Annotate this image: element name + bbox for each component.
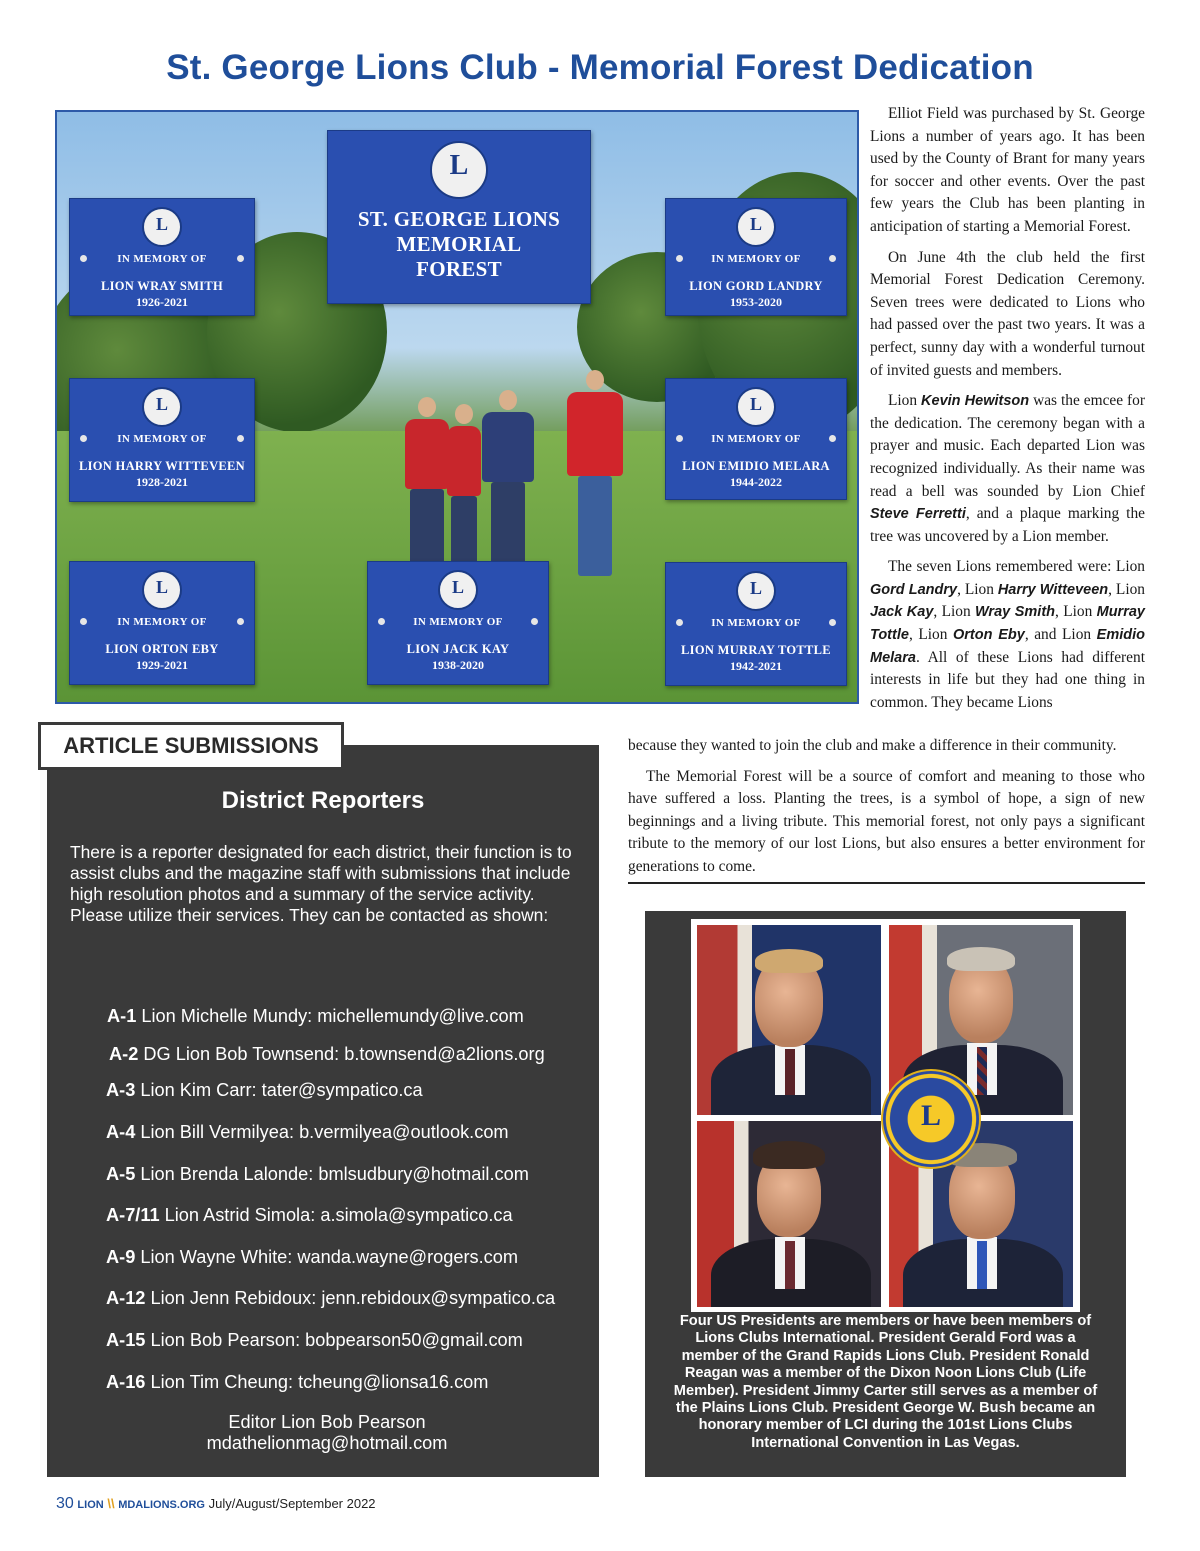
lions-logo-icon	[142, 387, 182, 427]
lions-logo-icon	[736, 207, 776, 247]
memorial-forest-photo	[55, 110, 859, 704]
reporter-entry: A-1 Lion Michelle Mundy: michellemundy@live.com	[107, 1006, 524, 1026]
website: MDALIONS.ORG	[118, 1499, 205, 1511]
reporter-entry: A-12 Lion Jenn Rebidoux: jenn.rebidoux@sympatico.ca	[106, 1288, 556, 1308]
article-body	[870, 103, 1145, 714]
lions-logo-icon	[736, 387, 776, 427]
plaque-murray-tottle: L IN MEMORY OF LION MURRAY TOTTLE 1942-2021	[665, 562, 847, 686]
portrait-gerald-ford	[697, 925, 881, 1115]
lions-logo-icon	[142, 570, 182, 610]
plaque-jack-kay: L IN MEMORY OF LION JACK KAY 1938-2020	[367, 561, 549, 685]
lions-international-emblem-icon: L	[881, 1069, 981, 1169]
reporter-entry: A-15 Lion Bob Pearson: bobpearson50@gmail.com	[106, 1330, 523, 1350]
article-submissions-tab: ARTICLE SUBMISSIONS	[38, 722, 344, 770]
emphasized-name: Harry Witteveen	[997, 581, 1109, 598]
presidents-photo-collage	[691, 919, 1080, 1312]
plaque-emidio-melara: L IN MEMORY OF LION EMIDIO MELARA 1944-2022	[665, 378, 847, 500]
reporter-entry: A-5 Lion Brenda Lalonde: bmlsudbury@hotmail.com	[106, 1164, 529, 1184]
emphasized-name: Gord Landry	[870, 581, 958, 598]
page-footer	[56, 1495, 376, 1513]
page-title: St. George Lions Club - Memorial Forest Dedication	[166, 48, 1034, 87]
reporter-entry: A-3 Lion Kim Carr: tater@sympatico.ca	[106, 1080, 423, 1100]
reporter-entry: A-4 Lion Bill Vermilyea: b.vermilyea@outlook.com	[106, 1122, 509, 1142]
emphasized-name: Orton Eby	[953, 627, 1025, 644]
lions-logo-icon	[430, 141, 488, 199]
article-body-continued	[628, 735, 1145, 887]
presidents-panel	[645, 911, 1126, 1477]
reporter-entry: A-2 DG Lion Bob Townsend: b.townsend@a2lions.org	[109, 1044, 545, 1064]
lions-logo-icon	[438, 570, 478, 610]
presidents-caption: Four US Presidents are members or have been members of Lions Clubs International. President Gerald Ford was a member of the Grand Rapids Lions Club. President Ronald Reagan was a member of the Dixon Noon Lions Club (Life Member). President Jimmy Carter still serves as a member of the Plains Lions Club. President George W. Bush became an honorary member of LCI during the 101st Lions Clubs International Convention in Las Vegas.	[673, 1313, 1098, 1451]
reporter-entry: A-7/11 Lion Astrid Simola: a.simola@sympatico.ca	[106, 1205, 513, 1225]
reporter-entry: A-9 Lion Wayne White: wanda.wayne@rogers.com	[106, 1247, 519, 1267]
magazine-name: LION	[77, 1499, 104, 1511]
footer-separator: \\	[107, 1496, 115, 1511]
plaque-wray-smith: L IN MEMORY OF LION WRAY SMITH 1926-2021	[69, 198, 255, 316]
portrait-ronald-reagan	[697, 1121, 881, 1307]
page-number: 30	[56, 1495, 74, 1512]
article-paragraph: Elliot Field was purchased by St. George Lions a number of years ago. It has been used by the County of Brant for many years for soccer and other events. Over the past few years the Club has been planting in anticipation of starting a Memorial Forest.	[870, 105, 1145, 235]
district-reporters-intro: There is a reporter designated for each district, their function is to assist clubs and the magazine staff with submissions that include high resolution photos and a summary of the service activity. Please utilize their services. They can be contacted as shown:	[70, 842, 572, 925]
emphasized-name: Emidio Melara	[870, 627, 1145, 666]
article-paragraph: The seven Lions remembered were: Lion Gord Landry, Lion Harry Witteveen, Lion Jack Kay, Lion Wray Smith, Lion Murray Tottle, Lion Orton Eby, and Lion Emidio Melara. All of these Lions had different interests in life but they had one thing in common. They became Lions	[870, 558, 1145, 711]
article-paragraph: because they wanted to join the club and make a difference in their community.	[628, 737, 1117, 754]
reporter-entry: A-16 Lion Tim Cheung: tcheung@lionsa16.com	[106, 1372, 489, 1392]
section-divider	[628, 882, 1145, 884]
plaque-gord-landry: L IN MEMORY OF LION GORD LANDRY 1953-2020	[665, 198, 847, 316]
plaque-harry-witteveen: L IN MEMORY OF LION HARRY WITTEVEEN 1928-2021	[69, 378, 255, 502]
article-paragraph: The Memorial Forest will be a source of comfort and meaning to those who have suffered a loss. Planting the trees, is a symbol of hope, a sign of new beginnings and a living tribute. This memorial forest, not only pays a significant tribute to the memory of our lost Lions, but also ensures a better environment for generations to come.	[628, 767, 1145, 875]
emphasized-name: Jack Kay	[870, 604, 934, 621]
issue-date: July/August/September 2022	[208, 1496, 376, 1511]
lions-logo-icon	[142, 207, 182, 247]
emphasized-name: Kevin Hewitson	[921, 393, 1030, 410]
emphasized-name: Murray Tottle	[870, 604, 1145, 644]
emphasized-name: Steve Ferretti	[870, 506, 966, 523]
editor-contact: Editor Lion Bob Pearson mdathelionmag@hotmail.com	[206, 1412, 448, 1453]
center-plaque: L ST. GEORGE LIONS MEMORIAL FOREST	[327, 130, 591, 304]
district-reporters-heading: District Reporters	[221, 787, 425, 814]
emphasized-name: Wray Smith	[975, 604, 1055, 621]
article-paragraph: On June 4th the club held the first Memorial Forest Dedication Ceremony. Seven trees were dedicated to Lions who had passed over the past two years. It was a perfect, sunny day with a wonderful turnout of invited guests and members.	[870, 248, 1145, 379]
article-paragraph: Lion Kevin Hewitson was the emcee for the dedication. The ceremony began with a prayer and music. Each departed Lion was recognized individually. As their name was read a bell was sounded by Lion Chief Steve Ferretti, and a plaque marking the tree was uncovered by a Lion member.	[870, 392, 1145, 545]
district-reporters-box	[47, 745, 599, 1477]
lions-logo-icon	[736, 571, 776, 611]
plaque-orton-eby: L IN MEMORY OF LION ORTON EBY 1929-2021	[69, 561, 255, 685]
